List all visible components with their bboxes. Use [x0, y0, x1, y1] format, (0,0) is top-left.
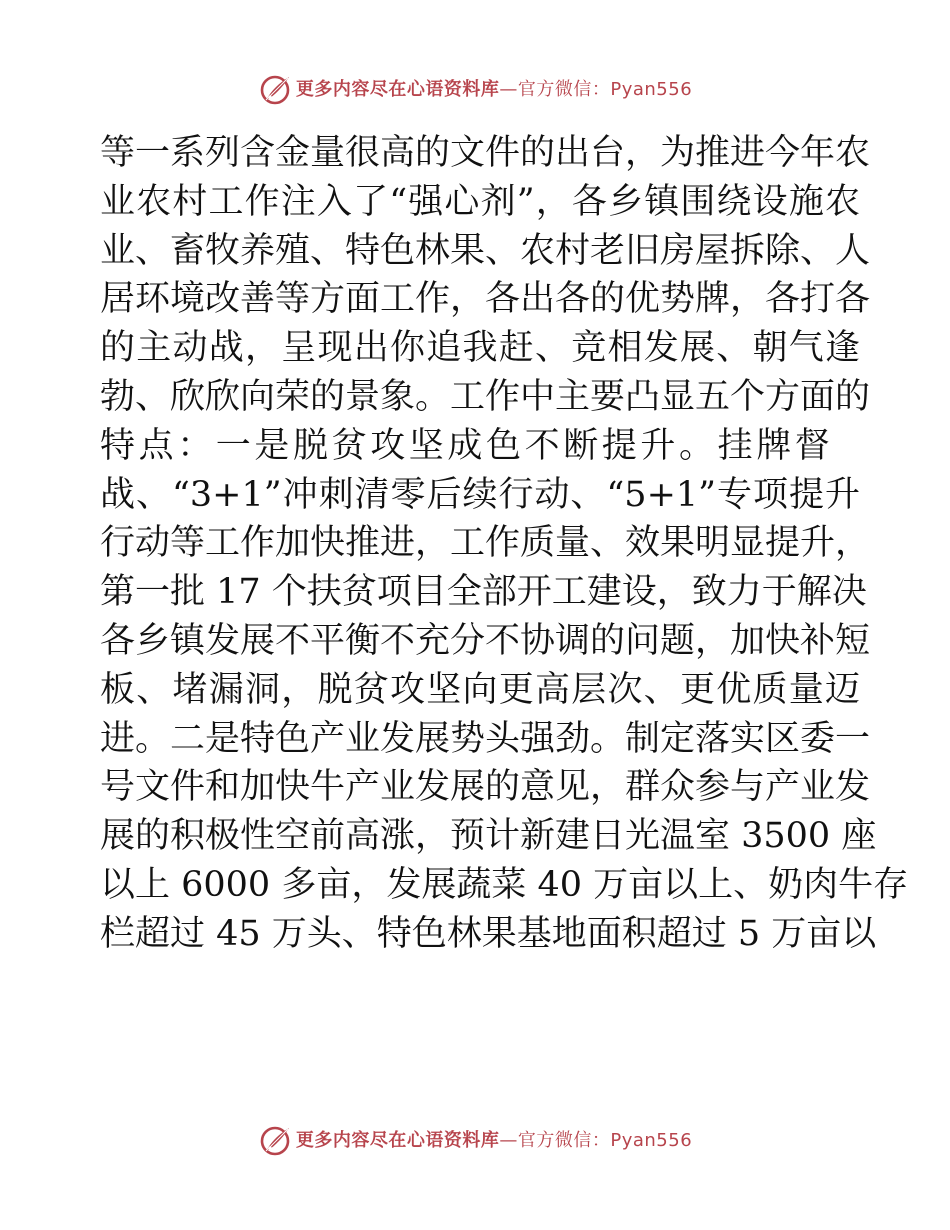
feather-pen-icon	[258, 73, 292, 107]
body-line: 以上 6000 多亩，发展蔬菜 40 万亩以上、奶肉牛存	[100, 864, 909, 905]
body-line: 战、“3+1”冲刺清零后续行动、“5+1”专项提升	[100, 474, 860, 515]
footer-banner-sub-text: —官方微信：Pyan556	[499, 1130, 693, 1151]
body-line: 行动等工作加快推进，工作质量、效果明显提升，	[100, 523, 871, 564]
body-line: 业、畜牧养殖、特色林果、农村老旧房屋拆除、人	[100, 230, 871, 271]
header-banner-sub-text: —官方微信：Pyan556	[499, 79, 693, 100]
body-line: 各乡镇发展不平衡不充分不协调的问题，加快补短	[100, 620, 871, 661]
header-banner	[0, 70, 950, 110]
footer-banner-main-text: 更多内容尽在心语资料库	[295, 1130, 500, 1151]
body-line: 进。二是特色产业发展势头强劲。制定落实区委一	[100, 718, 871, 759]
body-line: 的主动战，呈现出你追我赶、竞相发展、朝气逢	[100, 328, 860, 369]
body-line: 等一系列含金量很高的文件的出台，为推进今年农	[100, 133, 871, 173]
body-line: 居环境改善等方面工作，各出各的优势牌，各打各	[100, 279, 871, 320]
body-line: 展的积极性空前高涨，预计新建日光温室 3500 座	[100, 816, 877, 857]
body-line: 号文件和加快牛产业发展的意见，群众参与产业发	[100, 767, 871, 808]
header-banner-content	[258, 73, 692, 107]
body-line: 特点：一是脱贫攻坚成色不断提升。挂牌督	[100, 425, 834, 466]
body-line: 勃、欣欣向荣的景象。工作中主要凸显五个方面的	[100, 376, 871, 417]
body-line: 业农村工作注入了“强心剂”，各乡镇围绕设施农	[100, 181, 860, 222]
footer-banner	[0, 1121, 950, 1161]
document-body	[100, 129, 909, 959]
footer-banner-content	[258, 1124, 692, 1158]
header-banner-main-text: 更多内容尽在心语资料库	[295, 79, 500, 100]
body-line: 栏超过 45 万头、特色林果基地面积超过 5 万亩以	[100, 913, 877, 954]
body-line: 板、堵漏洞，脱贫攻坚向更高层次、更优质量迈	[100, 669, 860, 710]
body-line: 第一批 17 个扶贫项目全部开工建设，致力于解决	[100, 572, 867, 613]
feather-pen-icon	[258, 1124, 292, 1158]
